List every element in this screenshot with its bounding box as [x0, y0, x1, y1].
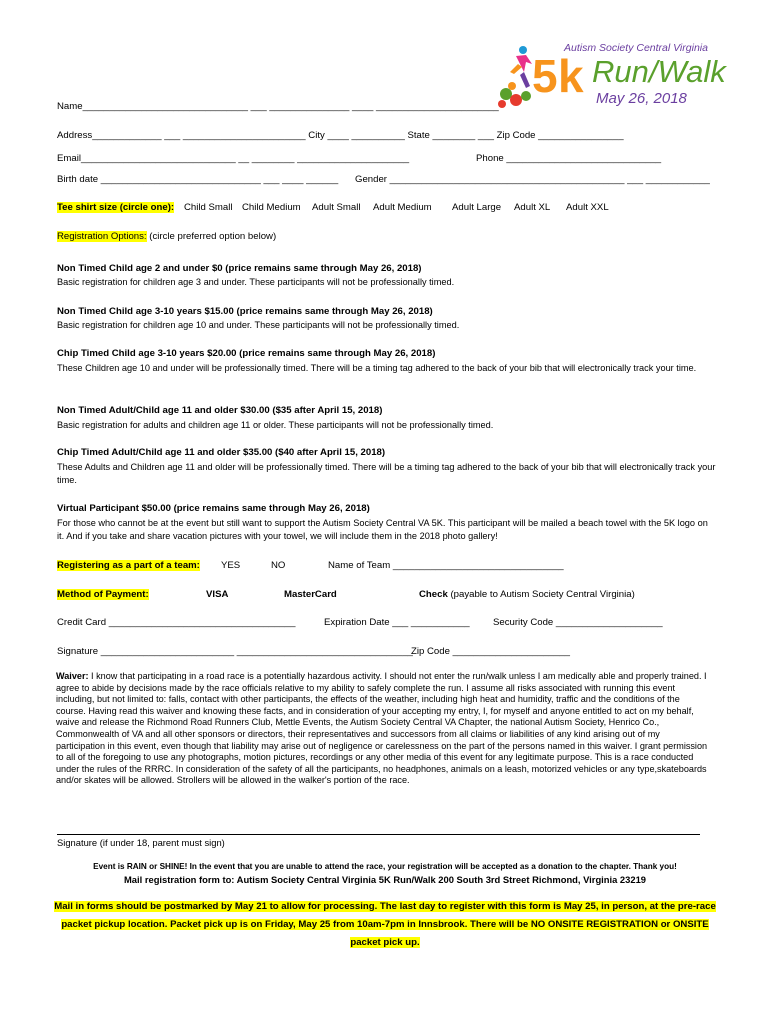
option-title[interactable]: Chip Timed Child age 3-10 years $20.00 (price remains same through May 26, 2018): [57, 348, 436, 359]
tee-option-adult-large[interactable]: Adult Large: [452, 202, 502, 213]
name-field[interactable]: Name_______________________________ ___ _______________ ____ _______________________: [57, 101, 499, 112]
deadline-notice-text: Mail in forms should be postmarked by May 21 to allow for processing. The last day to register with this form is May 25, in person, at the pre-race packet pickup location. Packet pick up is on Friday, May 25 from 10am-7pm in Innsbrook. There will be NO ONSITE REGISTRATION or ONSITE packet pick up.: [54, 901, 716, 948]
team-name-field[interactable]: Name of Team ________________________________: [328, 560, 564, 571]
payment-check-option[interactable]: [419, 589, 635, 600]
team-label: Registering as a part of a team:: [57, 560, 200, 571]
payment-zip-field[interactable]: Zip Code ______________________: [411, 646, 570, 657]
option-title[interactable]: Chip Timed Adult/Child age 11 and older $35.00 ($40 after April 15, 2018): [57, 447, 386, 458]
credit-card-field[interactable]: Credit Card ___________________________________: [57, 617, 296, 628]
tee-option-child-medium[interactable]: Child Medium: [242, 202, 301, 213]
email-field[interactable]: Email_____________________________ __ ________ _____________________: [57, 153, 410, 164]
gender-field[interactable]: Gender ____________________________________________ ___ ____________: [355, 174, 710, 185]
tee-option-child-small[interactable]: Child Small: [184, 202, 233, 213]
phone-field[interactable]: Phone _____________________________: [476, 153, 662, 164]
logo-org: Autism Society Central Virginia: [564, 42, 708, 54]
payment-mastercard-option[interactable]: MasterCard: [284, 589, 337, 600]
option-description: Basic registration for adults and children age 11 or older. These participants will not be professionally timed.: [57, 420, 494, 430]
tee-option-adult-medium[interactable]: Adult Medium: [373, 202, 432, 213]
payment-visa-option[interactable]: VISA: [206, 589, 229, 600]
registration-options-label: Registration Options:: [57, 231, 147, 242]
check-note: (payable to Autism Society Central Virginia): [447, 589, 635, 600]
birth-date-field[interactable]: Birth date ______________________________ ___ ____ ______: [57, 174, 339, 185]
payment-label: Method of Payment:: [57, 589, 149, 600]
option-description: These Children age 10 and under will be professionally timed. There will be a timing tag adhered to the back of your bib that will electronically track your time.: [57, 363, 697, 373]
registration-options-heading: [57, 231, 276, 242]
event-logo: [496, 42, 726, 112]
expiration-field[interactable]: Expiration Date ___ ___________: [324, 617, 470, 628]
option-description: Basic registration for children age 3 and under. These participants will not be professionally timed.: [57, 277, 455, 287]
rain-or-shine-notice: Event is RAIN or SHINE! In the event that you are unable to attend the race, your registration will be accepted as a donation to the chapter. Thank you!: [93, 862, 677, 871]
tee-option-adult-small[interactable]: Adult Small: [312, 202, 361, 213]
option-title[interactable]: Non Timed Child age 3-10 years $15.00 (price remains same through May 26, 2018): [57, 306, 433, 317]
waiver-body: I know that participating in a road race is a potentially hazardous activity. I should not enter the run/walk unless I am medically able and properly trained. I agree to abide by decisions made by the race officials relative to my ability to safely complete the run. I assume all risks associated with running this event including, but not limited to: falls, contact with other participants, the effects of the weather, including high heat and humidity, traffic and the conditions of the course. Having read this waiver and knowing these facts, and in consideration of your accepting my entry, I, for myself and anyone entitled to act on my behalf, waive and release the Richmond Road Runners Club, Mettle Events, the Autism Society Central VA Chapter, the national Autism Society, Henrico Co., Commonwealth of VA and all other sponsors or directors, their representatives and successors from all claims or liabilities of any kind arising out of my participation in this event, even though that liability may arise out of negligence or carelessness on the part of the persons named in this waiver. I grant permission to all of the foregoing to use any photographs, motion pictures, recordings or any other media of this event for any legitimate purpose. This is a race conducted under the rules of the RRRC. In consideration of the safety of all the participants, no headphones, animals on a leash, motorized vehicles or any type,skateboards and/or skates will be allowed. Strollers will be allowed in the walker's portion of the race.: [56, 671, 708, 786]
option-title[interactable]: Non Timed Adult/Child age 11 and older $30.00 ($35 after April 15, 2018): [57, 405, 383, 416]
signature-line[interactable]: [57, 834, 700, 835]
address-field[interactable]: Address_____________ ___ _______________________ City ____ __________ State ________ ___ Zip Code ________________: [57, 130, 624, 141]
security-code-field[interactable]: Security Code ____________________: [493, 617, 663, 628]
logo-date: May 26, 2018: [596, 90, 687, 107]
mail-address: Mail registration form to: Autism Society Central Virginia 5K Run/Walk 200 South 3rd Street Richmond, Virginia 23219: [124, 874, 646, 885]
team-yes-option[interactable]: YES: [221, 560, 241, 571]
svg-text:k: k: [558, 50, 584, 102]
option-title[interactable]: Non Timed Child age 2 and under $0 (price remains same through May 26, 2018): [57, 263, 422, 274]
svg-text:5: 5: [532, 50, 558, 102]
option-description: Basic registration for children age 10 and under. These participants will not be professionally timed.: [57, 320, 460, 330]
team-no-option[interactable]: NO: [271, 560, 286, 571]
tee-option-adult-xxl[interactable]: Adult XXL: [566, 202, 609, 213]
logo-title: Run/Walk: [592, 54, 726, 89]
tee-option-adult-xl[interactable]: Adult XL: [514, 202, 551, 213]
option-description: For those who cannot be at the event but still want to support the Autism Society Central VA 5K. This participant will be mailed a beach towel with the 5K logo on it. And if you take and share vacation pictures with your towel, we will include them in the 2018 photo gallery!: [57, 518, 708, 541]
waiver-text: [56, 671, 708, 787]
option-title[interactable]: Virtual Participant $50.00 (price remains same through May 26, 2018): [57, 503, 370, 514]
payment-signature-field[interactable]: Signature _________________________ _________________________________: [57, 646, 413, 657]
registration-options-note: (circle preferred option below): [146, 231, 277, 242]
option-description: These Adults and Children age 11 and older will be professionally timed. There will be a timing tag adhered to the back of your bib that will electronically track your time.: [57, 462, 716, 485]
deadline-notice: [52, 898, 718, 952]
waiver-label: Waiver:: [56, 671, 89, 681]
check-label: Check: [419, 589, 448, 600]
tee-shirt-label: Tee shirt size (circle one):: [57, 202, 175, 213]
signature-caption: Signature (if under 18, parent must sign): [57, 837, 225, 848]
